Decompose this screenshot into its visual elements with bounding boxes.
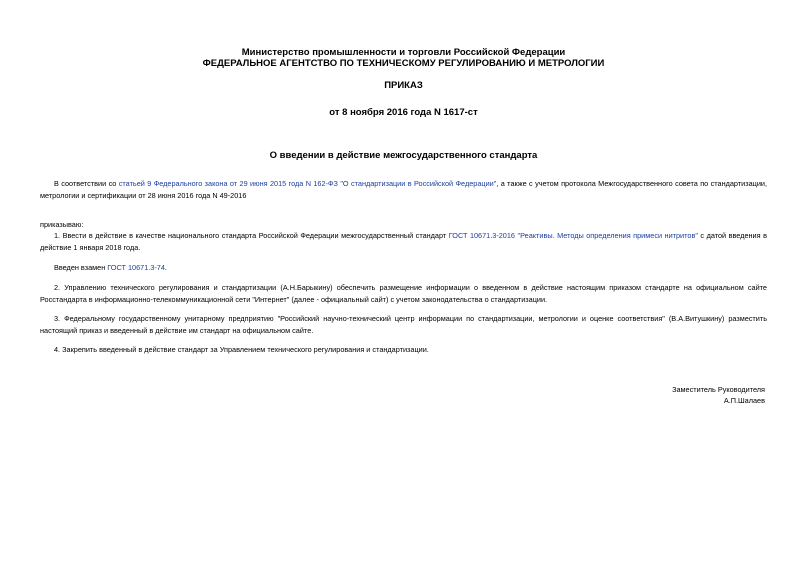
item-2-paragraph: 2. Управлению технического регулирования и стандартизации (А.Н.Барыкину) обеспечить размещение информации о введенном в действие настоящим приказом стандарте на официальном сайте Росстандарта в информационно-телекоммуникационной сети "Интернет" (далее - официальный сайт) с учетом законодательства о стандартизации. bbox=[40, 283, 767, 304]
document-title: О введении в действие межгосударственного стандарта bbox=[269, 150, 538, 161]
document-date-number: от 8 ноября 2016 года N 1617-ст bbox=[329, 107, 478, 118]
document-type: ПРИКАЗ bbox=[384, 80, 423, 91]
item-1-paragraph: 1. Ввести в действие в качестве национального стандарта Российской Федерации межгосударственный стандарт ГОСТ 10671.3-2016 "Реактивы. Методы определения примеси нитритов" с датой введения в действие 1 января 2018 года. bbox=[40, 231, 767, 252]
replacement-paragraph: Введен взамен ГОСТ 10671.3-74. bbox=[54, 263, 167, 272]
gost-10671-3-2016-link[interactable]: ГОСТ 10671.3-2016 bbox=[448, 231, 515, 240]
item-3-paragraph: 3. Федеральному государственному унитарному предприятию "Российский научно-технический центр информации по стандартизации, метрологии и оценке соответствия" (В.А.Витушкину) разместить настоящий приказ и введенный в действие им стандарт на официальном сайте. bbox=[40, 314, 767, 335]
order-word: приказываю: bbox=[40, 220, 84, 229]
federal-law-link[interactable]: статьей 9 Федерального закона от 29 июня 2015 года N 162-ФЗ "О стандартизации в Российской Федерации" bbox=[118, 179, 497, 188]
preamble-paragraph: В соответствии со статьей 9 Федерального закона от 29 июня 2015 года N 162-ФЗ "О стандартизации в Российской Федерации", а также с учетом протокола Межгосударственного совета по стандартизации, метрологии и сертификации от 28 июня 2016 года N 49-2016 bbox=[40, 179, 768, 200]
ministry-name: Министерство промышленности и торговли Российской Федерации bbox=[241, 47, 566, 58]
standard-title-link[interactable]: "Реактивы. Методы определения примеси нитритов" bbox=[517, 231, 698, 240]
signature-position: Заместитель Руководителя bbox=[672, 385, 765, 394]
gost-10671-3-74-link[interactable]: ГОСТ 10671.3-74 bbox=[107, 263, 165, 272]
signature-name: А.П.Шалаев bbox=[723, 396, 765, 405]
item-4-paragraph: 4. Закрепить введенный в действие стандарт за Управлением технического регулирования и стандартизации. bbox=[54, 345, 429, 354]
agency-name: ФЕДЕРАЛЬНОЕ АГЕНТСТВО ПО ТЕХНИЧЕСКОМУ РЕГУЛИРОВАНИЮ И МЕТРОЛОГИИ bbox=[202, 58, 605, 69]
